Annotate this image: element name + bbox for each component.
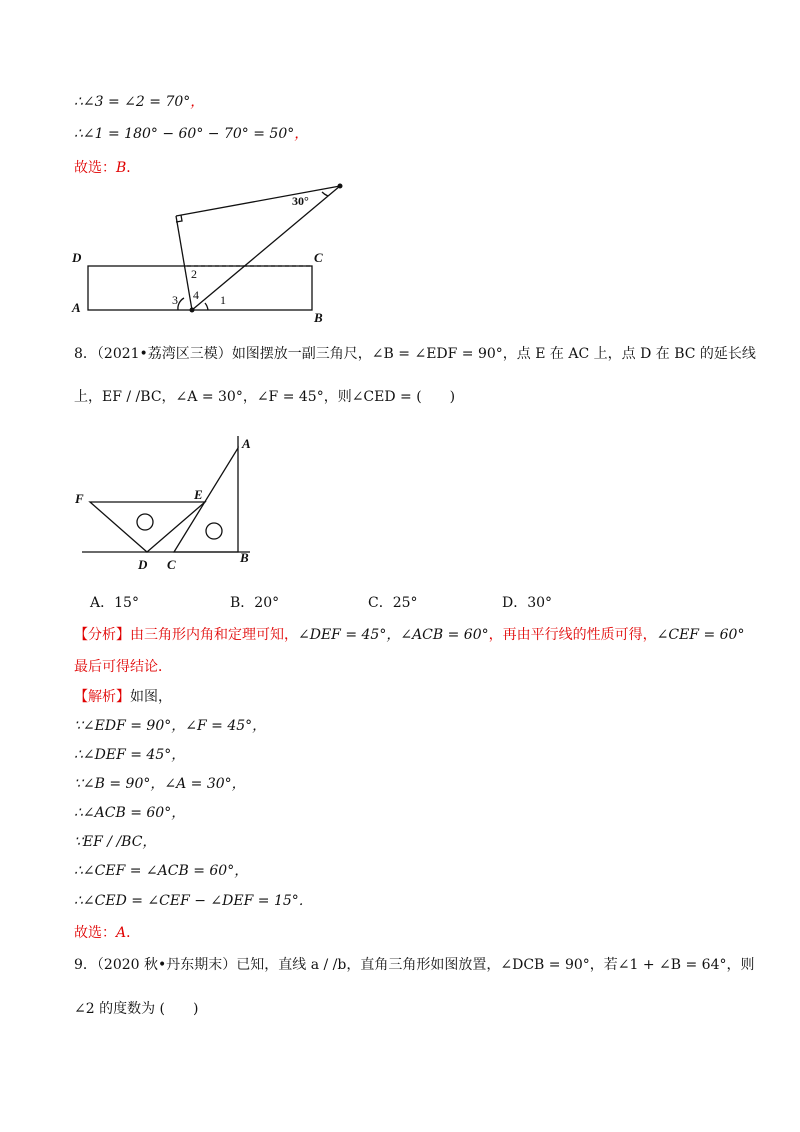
triangle-def (90, 502, 205, 552)
q9-stem-line-2 (74, 999, 198, 1019)
ruler-hypotenuse (192, 186, 340, 310)
prev-answer (74, 158, 140, 178)
angle-30-arc (322, 192, 328, 196)
fig8-label-e: E (194, 487, 203, 502)
q8-stem-line-2 (74, 387, 455, 407)
fig8-label-f: F (75, 491, 84, 506)
prev-answer-end: ． (126, 160, 141, 176)
analysis-line-2: 最后可得结论． (74, 659, 172, 675)
triangle-abc (174, 448, 238, 552)
option-c-letter: C． (368, 595, 393, 611)
solution-step-7: ∴∠CED = ∠CEF − ∠DEF = 15°． (74, 893, 313, 909)
fig7-label-2: 2 (191, 267, 197, 281)
fig8-label-a: A (242, 436, 251, 451)
fig8-label-c: C (167, 557, 176, 572)
prev-step-2-text: ∴∠1 = 180° − 60° − 70° = 50° (74, 126, 295, 142)
q8-answer-prefix: 故选： (74, 925, 116, 941)
fig7-angle-30: 30° (292, 194, 309, 208)
q9-source: （2020 秋•丹东期末） (96, 957, 237, 973)
prev-step-2 (74, 124, 308, 144)
option-c-value: 25° (392, 595, 418, 611)
ruler-left-edge (176, 216, 192, 310)
q8-number: 8． (74, 346, 97, 362)
prev-step-1-mark: ， (190, 94, 205, 110)
q8-options (90, 592, 730, 616)
solution-tag: 【解析】 (74, 689, 130, 705)
solution-step-4: ∴∠ACB = 60°， (74, 805, 186, 821)
fig7-label-a: A (72, 300, 81, 315)
q9-stem-line-1 (74, 955, 755, 975)
q8-answer (74, 923, 140, 943)
fig8-label-b: B (240, 550, 249, 565)
ruler-bottom-dot (190, 308, 195, 313)
figure-7 (60, 178, 360, 328)
fig8-label-d: D (138, 557, 148, 572)
q8-line-2: 上，EF / /BC，∠A = 30°，∠F = 45°，则∠CED = ( ) (74, 389, 456, 405)
q8-analysis (74, 625, 744, 645)
q8-line-1: 如图摆放一副三角尺，∠B = ∠EDF = 90°，点 E 在 AC 上，点 D 在 BC 的延长线 (231, 346, 756, 362)
analysis-math-2: ∠CEF = 60° (656, 627, 745, 643)
fig7-label-d: D (72, 250, 82, 265)
solution-step-2: ∴∠DEF = 45°， (74, 747, 186, 763)
solution-step-5: ∵EF / /BC， (74, 834, 157, 850)
ruler-hole-right (206, 523, 222, 539)
analysis-tag: 【分析】 (74, 627, 130, 643)
analysis-text-1: 由三角形内角和定理可知， (130, 627, 298, 643)
prev-step-1 (74, 92, 204, 112)
ruler-hole-left (137, 514, 153, 530)
solution-intro: 如图， (130, 689, 172, 705)
analysis-text-2: ，再由平行线的性质可得， (488, 627, 657, 643)
ruler-vertex-dot (338, 184, 343, 189)
option-a-letter: A． (90, 595, 115, 611)
option-b-value: 20° (254, 595, 280, 611)
prev-step-1-text: ∴∠3 = ∠2 = 70° (74, 94, 191, 110)
prev-answer-prefix: 故选： (74, 160, 116, 176)
ruler-top-edge (176, 186, 340, 216)
option-b-letter: B． (230, 595, 255, 611)
option-a-value: 15° (114, 595, 139, 611)
q8-analysis-line-2 (74, 657, 172, 677)
prev-answer-letter: B (116, 160, 127, 176)
option-d[interactable] (502, 592, 552, 612)
fig7-label-c: C (314, 250, 323, 265)
q9-number: 9． (74, 957, 97, 973)
q9-line-2: ∠2 的度数为 ( ) (74, 1001, 199, 1017)
q8-answer-end: ． (126, 925, 141, 941)
option-d-letter: D． (502, 595, 528, 611)
prev-step-2-mark: ， (294, 126, 309, 142)
solution-step-3: ∵∠B = 90°，∠A = 30°， (74, 776, 246, 792)
solution-step-1: ∵∠EDF = 90°，∠F = 45°， (74, 718, 267, 734)
solution-step-6: ∴∠CEF = ∠ACB = 60°， (74, 863, 249, 879)
option-c[interactable] (368, 592, 418, 612)
angle-3-arc (178, 298, 184, 310)
figure-8 (70, 432, 270, 577)
option-b[interactable] (230, 592, 279, 612)
q8-solution-header (74, 687, 172, 707)
fig7-label-4: 4 (193, 288, 199, 302)
q8-stem-line-1 (74, 344, 756, 364)
option-a[interactable] (90, 592, 139, 612)
q8-source: （2021•荔湾区三模） (96, 346, 232, 362)
fig7-label-b: B (314, 310, 323, 325)
fig7-label-1: 1 (220, 293, 226, 307)
q8-answer-letter: A (116, 925, 127, 941)
analysis-math-1: ∠DEF = 45°，∠ACB = 60° (298, 627, 489, 643)
q9-line-1: 已知，直线 a / /b，直角三角形如图放置，∠DCB = 90°，若∠1 + ∠B = 64°，则 (236, 957, 755, 973)
angle-1-arc (205, 303, 208, 310)
option-d-value: 30° (527, 595, 553, 611)
fig7-label-3: 3 (172, 293, 178, 307)
